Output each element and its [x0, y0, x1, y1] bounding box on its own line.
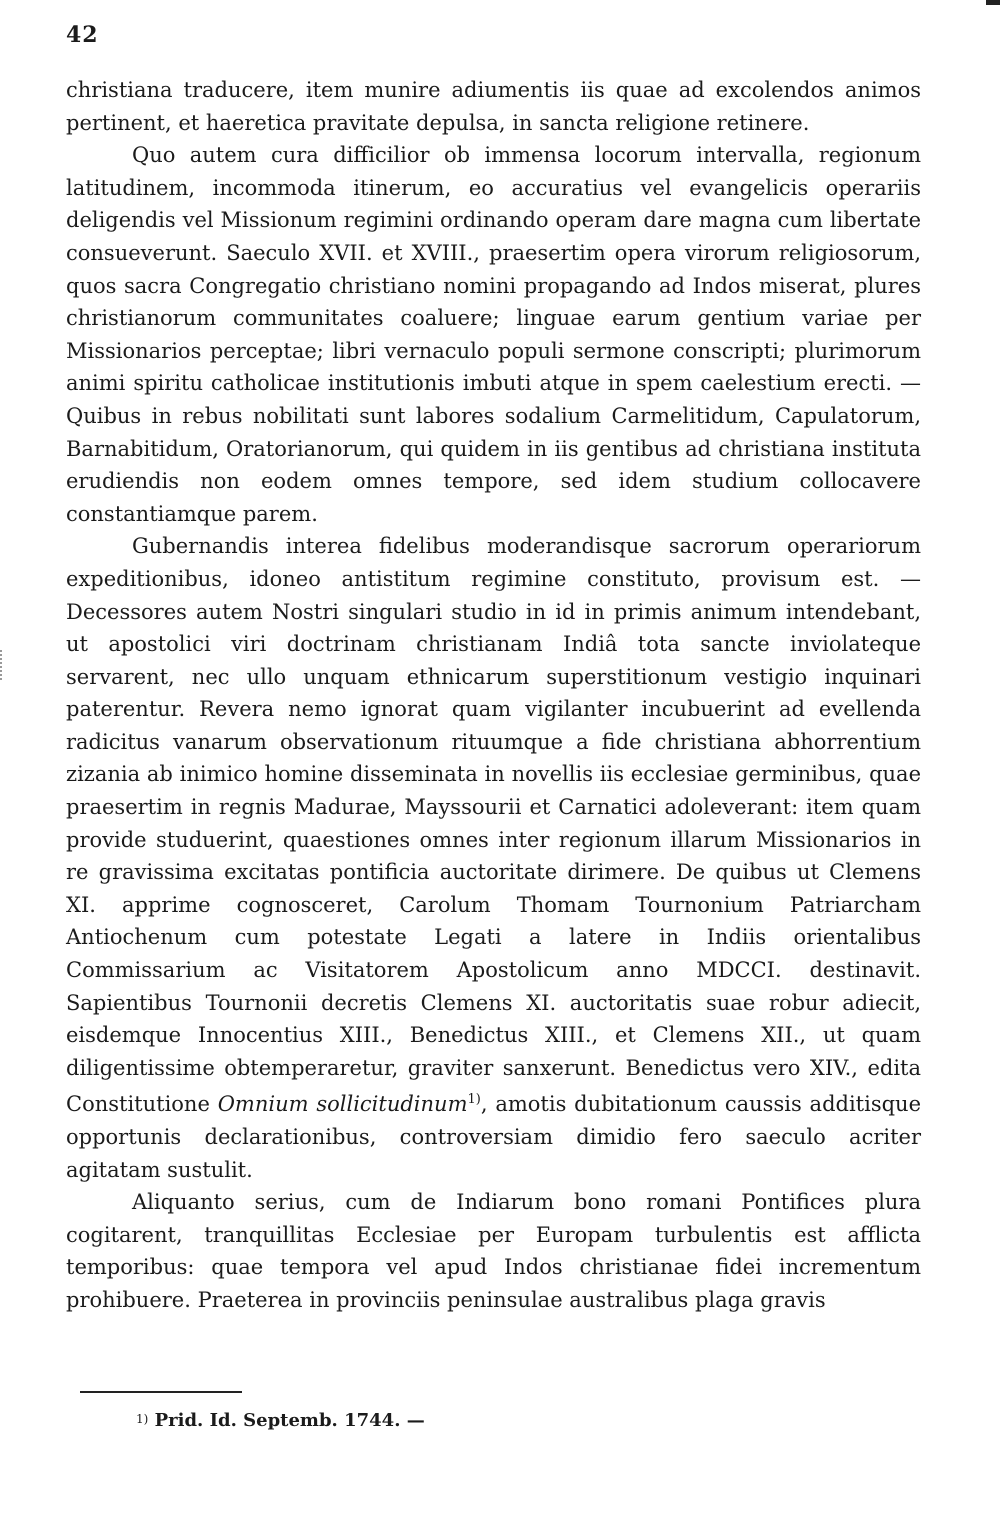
paragraph-2: Quo autem cura difficilior ob immensa locorum intervalla, regionum latitudinem, incommoda itinerum, eo accuratius vel evangelicis operariis deligendis vel Missionum regimini ordinando operam dare magna cum libertate consueverunt. Saeculo XVII. et XVIII., praesertim opera virorum religiosorum, quos sacra Congregatio christiano nomini propagando ad Indos miserat, plures christianorum communitates coaluere; linguae earum gentium variae per Missionarios perceptae; libri vernaculo populi sermone conscripti; plurimorum animi spiritu catholicae institutionis imbuti atque in spem caelestium erecti. — Quibus in rebus nobilitati sunt labores sodalium Carmelitidum, Capulatorum, Barnabitidum, Oratorianorum, qui quidem in iis gentibus ad christiana instituta erudiendis non eodem omnes tempore, sed idem studium collocavere constantiamque parem.: [66, 143, 921, 526]
footnote-marker: 1): [136, 1412, 149, 1426]
footnote-divider: [80, 1391, 242, 1393]
paragraph-3: Gubernandis interea fidelibus moderandisque sacrorum operariorum expeditionibus, idoneo antistitum regimine constituto, provisum est. — Decessores autem Nostri singulari studio in id in primis animum intendebant, ut apostolici viri doctrinam christianam Indiâ tota sancte inviolateque servarent, nec ullo unquam ethnicarum superstitionum vestigio inquinari paterentur. Revera nemo ignorat quam vigilanter incubuerint ad evellenda radicitus vanarum observationum rituumque a fide christiana abhorrentium zizania ab inimico homine disseminata in novellis iis ecclesiae germinibus, quae praesertim in regnis Madurae, Mayssourii et Carnatici adoleverant: item quam provide studuerint, quaestiones omnes inter regionum illarum Missionarios in re gravissima excitatas pontificia auctoritate dirimere. De quibus ut Clemens XI. apprime cognosceret, Carolum Thomam Tournonium Patriarcham Antiochenum cum potestate Legati a latere in Indiis orientalibus Commissarium ac Visitatorem Apostolicum anno MDCCI. destinavit. Sapientibus Tournonii decretis Clemens XI. auctoritatis suae robur adiecit, eisdemque Innocentius XIII., Benedictus XIII., et Clemens XII., ut quam diligentissime obtemperaretur, graviter sanxerunt. Benedictus vero XIV., edita Constitutione Omnium sollicitudinum$^{1)}$, amotis dubitationum caussis additisque opportunis declarationibus, controversiam dimidio fero saeculo acriter agitatam sustulit.: [66, 534, 921, 1182]
body-text: [66, 74, 921, 1317]
footnote-reference[interactable]: 1): [467, 1092, 481, 1108]
margin-mark: [0, 650, 12, 680]
scan-corner-mark: [986, 0, 1000, 5]
footnote: [136, 1408, 425, 1434]
paragraph-1: christiana traducere, item munire adiumentis iis quae ad excolendos animos pertinent, et haeretica pravitate depulsa, in sancta religione retinere.: [66, 78, 921, 135]
paragraph-4: Aliquanto serius, cum de Indiarum bono romani Pontifices plura cogitarent, tranquillitas Ecclesiae per Europam turbulentis est afflicta temporibus: quae tempora vel apud Indos christianae fidei incrementum prohibuere. Praeterea in provinciis peninsulae australibus plaga gravis: [66, 1190, 921, 1312]
constitution-title: Omnium sollicitudinum: [217, 1092, 468, 1117]
page-number: 42: [66, 22, 99, 48]
footnote-text: Prid. Id. Septemb. 1744. —: [154, 1410, 425, 1431]
